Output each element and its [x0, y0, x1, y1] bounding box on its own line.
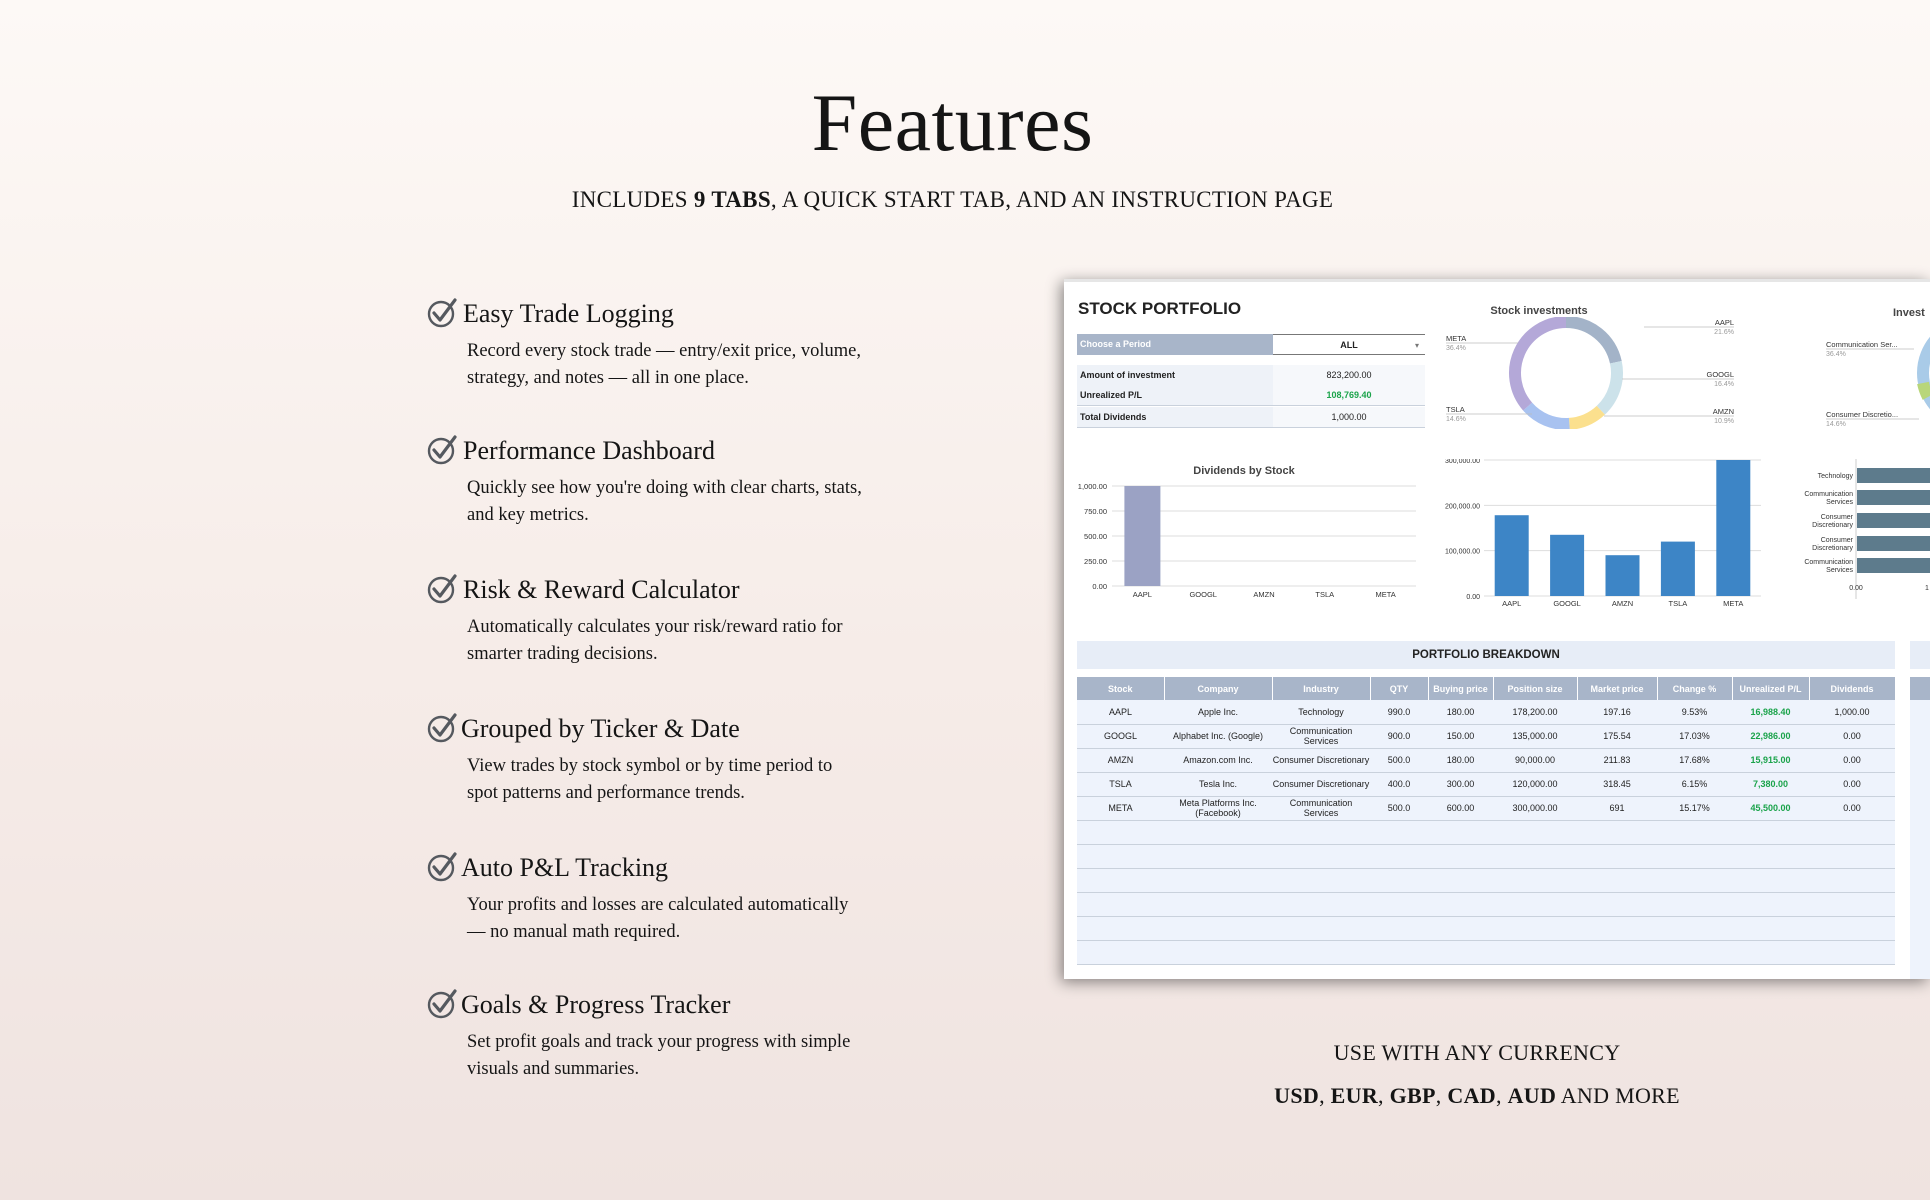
- table-edge: [1910, 700, 1930, 979]
- y-tick-label: Consumer: [1820, 537, 1853, 544]
- column-header: Change %: [1657, 677, 1732, 700]
- slice-label: TSLA: [1446, 405, 1465, 414]
- subtitle-text-end: , A QUICK START TAB, AND AN INSTRUCTION PAGE: [770, 187, 1334, 212]
- table-cell: Communication Services: [1272, 724, 1370, 748]
- table-cell: Apple Inc.: [1164, 700, 1272, 724]
- industry-bar-chart: [1784, 459, 1930, 609]
- empty-row: [1077, 820, 1895, 844]
- empty-row: [1077, 844, 1895, 868]
- x-tick-label: 1: [1925, 585, 1929, 592]
- x-tick-label: AMZN: [1611, 599, 1634, 608]
- table-row: [1077, 772, 1895, 796]
- table-cell: [1577, 844, 1657, 868]
- empty-row: [1077, 868, 1895, 892]
- donut-slice-tsla: [1528, 407, 1570, 424]
- bar-amzn: [1606, 555, 1640, 596]
- table-cell: [1577, 868, 1657, 892]
- feature-title: Goals & Progress Tracker: [461, 990, 731, 1019]
- table-cell: [1428, 868, 1493, 892]
- table-cell: 178,200.00: [1493, 700, 1577, 724]
- y-tick-label: 200,000.00: [1444, 503, 1480, 511]
- slice-percent: 36.4%: [1446, 345, 1466, 352]
- currency-code: EUR: [1330, 1083, 1379, 1108]
- x-tick-label: TSLA: [1315, 590, 1335, 599]
- donut-slice-googl: [1601, 362, 1617, 410]
- table-cell: Consumer Discretionary: [1272, 748, 1370, 772]
- table-cell: [1077, 820, 1164, 844]
- y-tick-label: 300,000.00: [1444, 459, 1480, 465]
- currency-code: CAD: [1447, 1083, 1496, 1108]
- table-cell: [1370, 940, 1428, 964]
- slice-label: AMZN: [1712, 407, 1734, 416]
- y-tick-label: Discretionary: [1812, 522, 1853, 529]
- table-cell: [1809, 844, 1895, 868]
- stat-value: 1,000.00: [1273, 407, 1425, 428]
- table-cell: [1732, 940, 1809, 964]
- slice-percent: 14.6%: [1826, 421, 1846, 428]
- slice-label: AAPL: [1714, 318, 1734, 327]
- table-cell: 17.68%: [1657, 748, 1732, 772]
- checkmark-icon: [427, 573, 459, 605]
- currency-heading: USE WITH ANY CURRENCY: [1333, 1040, 1621, 1065]
- feature-item: [427, 851, 867, 946]
- table-cell: [1077, 868, 1164, 892]
- y-tick-label: Services: [1826, 499, 1853, 506]
- portfolio-table: [1077, 677, 1896, 965]
- separator: ,: [1378, 1083, 1390, 1108]
- feature-item: [427, 297, 867, 392]
- dividends-chart-title: Dividends by Stock: [1193, 465, 1295, 477]
- table-edge: [1910, 677, 1930, 700]
- empty-row: [1077, 916, 1895, 940]
- bar-googl: [1550, 535, 1584, 596]
- table-cell: 17.03%: [1657, 724, 1732, 748]
- checkmark-icon: [427, 988, 459, 1020]
- table-cell: [1732, 868, 1809, 892]
- column-header: Industry: [1272, 677, 1370, 700]
- period-selector[interactable]: [1077, 334, 1425, 355]
- column-header: Position size: [1493, 677, 1577, 700]
- slice-label: GOOGL: [1706, 370, 1734, 379]
- breakdown-title: PORTFOLIO BREAKDOWN: [1077, 641, 1895, 669]
- stat-row: [1077, 365, 1425, 386]
- checkmark-icon: [427, 297, 459, 329]
- column-header: Buying price: [1428, 677, 1493, 700]
- table-cell: 900.0: [1370, 724, 1428, 748]
- table-cell: [1370, 868, 1428, 892]
- table-cell: Consumer Discretionary: [1272, 772, 1370, 796]
- stat-value: 108,769.40: [1273, 385, 1425, 406]
- table-cell: 990.0: [1370, 700, 1428, 724]
- table-cell: [1164, 916, 1272, 940]
- table-cell: [1657, 940, 1732, 964]
- table-cell: [1164, 892, 1272, 916]
- column-header: QTY: [1370, 677, 1428, 700]
- currency-code: AUD: [1507, 1083, 1557, 1108]
- table-cell: 691: [1577, 796, 1657, 820]
- feature-description: View trades by stock symbol or by time period to spot patterns and performance trends.: [467, 756, 833, 803]
- table-cell: 6.15%: [1657, 772, 1732, 796]
- column-header: Stock: [1077, 677, 1164, 700]
- table-cell: [1577, 916, 1657, 940]
- y-tick-label: 0.00: [1092, 582, 1107, 591]
- table-cell: 400.0: [1370, 772, 1428, 796]
- table-cell: [1077, 940, 1164, 964]
- table-cell: 22,986.00: [1732, 724, 1809, 748]
- slice-label: Consumer Discretio...: [1826, 410, 1899, 419]
- donut-slice-aapl: [1566, 322, 1616, 362]
- table-cell: [1272, 892, 1370, 916]
- table-cell: [1577, 892, 1657, 916]
- table-cell: [1428, 844, 1493, 868]
- checkmark-icon: [427, 434, 459, 466]
- y-tick-label: Technology: [1817, 473, 1853, 480]
- table-cell: [1657, 892, 1732, 916]
- separator: ,: [1319, 1083, 1331, 1108]
- invest-chart-title: Invest: [1893, 307, 1925, 319]
- table-cell: 1,000.00: [1809, 700, 1895, 724]
- x-tick-label: AAPL: [1132, 590, 1152, 599]
- x-tick-label: META: [1723, 599, 1744, 608]
- y-tick-label: 0.00: [1466, 594, 1480, 601]
- table-cell: Technology: [1272, 700, 1370, 724]
- table-cell: [1493, 892, 1577, 916]
- feature-title: Risk & Reward Calculator: [463, 575, 740, 604]
- table-cell: [1657, 868, 1732, 892]
- x-tick-label: GOOGL: [1553, 599, 1581, 608]
- feature-description: Your profits and losses are calculated automatically — no manual math required.: [467, 895, 849, 942]
- y-tick-label: Communication: [1804, 559, 1853, 566]
- empty-row: [1077, 940, 1895, 964]
- page-subtitle: [0, 187, 1905, 213]
- table-cell: 197.16: [1577, 700, 1657, 724]
- table-cell: [1809, 820, 1895, 844]
- period-label: Choose a Period: [1077, 334, 1273, 355]
- table-cell: GOOGL: [1077, 724, 1164, 748]
- table-cell: [1493, 940, 1577, 964]
- industry-bar: [1857, 558, 1930, 573]
- column-header: Company: [1164, 677, 1272, 700]
- table-cell: [1493, 916, 1577, 940]
- donut-slice-meta: [1515, 322, 1566, 407]
- empty-row: [1077, 892, 1895, 916]
- table-cell: [1428, 820, 1493, 844]
- period-dropdown[interactable]: ALL ▾: [1273, 334, 1425, 355]
- currency-suffix: AND MORE: [1556, 1083, 1680, 1108]
- table-cell: [1732, 916, 1809, 940]
- investments-donut-chart: [1444, 317, 1744, 429]
- table-cell: 16,988.40: [1732, 700, 1809, 724]
- table-row: [1077, 796, 1895, 820]
- checkmark-icon: [427, 712, 459, 744]
- table-cell: AAPL: [1077, 700, 1164, 724]
- table-cell: [1370, 916, 1428, 940]
- feature-description: Quickly see how you're doing with clear charts, stats, and key metrics.: [467, 478, 862, 525]
- table-cell: [1272, 940, 1370, 964]
- donut-slice: [1923, 383, 1928, 397]
- table-cell: Amazon.com Inc.: [1164, 748, 1272, 772]
- table-cell: 7,380.00: [1732, 772, 1809, 796]
- table-cell: Tesla Inc.: [1164, 772, 1272, 796]
- stat-row: [1077, 385, 1425, 406]
- currency-code: USD: [1274, 1083, 1320, 1108]
- table-cell: [1809, 868, 1895, 892]
- feature-title: Grouped by Ticker & Date: [461, 714, 740, 743]
- y-tick-label: 250.00: [1084, 557, 1107, 566]
- table-cell: [1577, 940, 1657, 964]
- subtitle-emphasis: 9 TABS: [693, 187, 771, 212]
- table-cell: 300.00: [1428, 772, 1493, 796]
- bar-meta: [1716, 460, 1750, 596]
- table-cell: [1272, 916, 1370, 940]
- feature-description: Record every stock trade — entry/exit price, volume, strategy, and notes — all in one place.: [467, 341, 862, 388]
- table-cell: 120,000.00: [1493, 772, 1577, 796]
- breakdown-edge: [1910, 641, 1930, 669]
- industry-donut-chart: [1824, 317, 1930, 429]
- slice-percent: 36.4%: [1826, 351, 1846, 358]
- slice-label: META: [1446, 334, 1467, 343]
- spreadsheet-preview: [1064, 279, 1930, 979]
- currency-list: [1274, 1083, 1680, 1109]
- y-tick-label: Consumer: [1820, 514, 1853, 521]
- industry-bar: [1857, 490, 1930, 505]
- table-cell: [1493, 844, 1577, 868]
- y-tick-label: 100,000.00: [1444, 548, 1480, 556]
- stat-label: Unrealized P/L: [1077, 385, 1273, 406]
- x-tick-label: AMZN: [1253, 590, 1275, 599]
- table-cell: [1164, 940, 1272, 964]
- table-cell: Alphabet Inc. (Google): [1164, 724, 1272, 748]
- stat-label: Total Dividends: [1077, 407, 1273, 428]
- feature-title: Performance Dashboard: [463, 436, 715, 465]
- table-cell: 45,500.00: [1732, 796, 1809, 820]
- currency-code: GBP: [1389, 1083, 1436, 1108]
- slice-percent: 14.6%: [1446, 416, 1466, 423]
- table-cell: [1657, 844, 1732, 868]
- stat-label: Amount of investment: [1077, 365, 1273, 386]
- x-tick-label: AAPL: [1502, 599, 1522, 608]
- table-cell: [1272, 844, 1370, 868]
- table-cell: 500.0: [1370, 796, 1428, 820]
- table-row: [1077, 724, 1895, 748]
- slice-label: Communication Ser...: [1826, 340, 1898, 349]
- table-cell: Meta Platforms Inc. (Facebook): [1164, 796, 1272, 820]
- table-cell: [1164, 868, 1272, 892]
- feature-title: Auto P&L Tracking: [461, 853, 669, 882]
- feature-item: [427, 988, 867, 1083]
- column-header: Unrealized P/L: [1732, 677, 1809, 700]
- table-cell: [1164, 844, 1272, 868]
- table-cell: [1493, 868, 1577, 892]
- table-cell: 180.00: [1428, 700, 1493, 724]
- x-tick-label: 0.00: [1849, 585, 1863, 592]
- table-cell: 300,000.00: [1493, 796, 1577, 820]
- table-cell: 15,915.00: [1732, 748, 1809, 772]
- table-cell: 0.00: [1809, 796, 1895, 820]
- y-tick-label: 500.00: [1084, 532, 1107, 541]
- table-cell: Communication Services: [1272, 796, 1370, 820]
- table-cell: 175.54: [1577, 724, 1657, 748]
- bar-tsla: [1661, 542, 1695, 596]
- table-cell: [1272, 820, 1370, 844]
- y-tick-label: Services: [1826, 567, 1853, 574]
- table-cell: [1809, 940, 1895, 964]
- table-cell: 150.00: [1428, 724, 1493, 748]
- table-cell: 0.00: [1809, 772, 1895, 796]
- checkmark-icon: [427, 851, 459, 883]
- table-cell: 318.45: [1577, 772, 1657, 796]
- table-cell: [1164, 820, 1272, 844]
- table-cell: [1732, 844, 1809, 868]
- column-header: Market price: [1577, 677, 1657, 700]
- y-tick-label: Communication: [1804, 491, 1853, 498]
- subtitle-text: INCLUDES: [571, 187, 694, 212]
- feature-title: Easy Trade Logging: [463, 299, 674, 328]
- table-cell: 135,000.00: [1493, 724, 1577, 748]
- x-tick-label: META: [1375, 590, 1396, 599]
- investments-chart-title: Stock investments: [1490, 305, 1588, 317]
- table-cell: 500.0: [1370, 748, 1428, 772]
- table-cell: [1428, 916, 1493, 940]
- table-cell: [1370, 892, 1428, 916]
- table-cell: [1077, 844, 1164, 868]
- table-cell: [1370, 844, 1428, 868]
- industry-bar: [1857, 513, 1930, 528]
- slice-percent: 10.9%: [1714, 418, 1734, 425]
- table-cell: 0.00: [1809, 748, 1895, 772]
- table-cell: AMZN: [1077, 748, 1164, 772]
- feature-item: [427, 573, 867, 668]
- sheet-title: STOCK PORTFOLIO: [1078, 299, 1242, 318]
- table-cell: [1370, 820, 1428, 844]
- industry-bar: [1857, 468, 1930, 483]
- table-cell: [1493, 820, 1577, 844]
- table-cell: META: [1077, 796, 1164, 820]
- position-size-chart: [1426, 459, 1771, 609]
- donut-ring: [1923, 322, 1930, 424]
- stat-value: 823,200.00: [1273, 365, 1425, 386]
- table-row: [1077, 748, 1895, 772]
- table-cell: [1272, 868, 1370, 892]
- table-cell: [1428, 892, 1493, 916]
- x-tick-label: GOOGL: [1189, 590, 1217, 599]
- feature-item: [427, 434, 867, 529]
- column-header: Dividends: [1809, 677, 1895, 700]
- table-cell: [1657, 820, 1732, 844]
- table-cell: [1077, 916, 1164, 940]
- table-cell: 90,000.00: [1493, 748, 1577, 772]
- table-cell: [1809, 916, 1895, 940]
- dividends-chart: [1064, 475, 1426, 605]
- table-cell: TSLA: [1077, 772, 1164, 796]
- table-cell: [1657, 916, 1732, 940]
- bar-aapl: [1495, 515, 1529, 596]
- table-cell: [1809, 892, 1895, 916]
- table-cell: [1732, 892, 1809, 916]
- table-cell: 9.53%: [1657, 700, 1732, 724]
- x-tick-label: TSLA: [1668, 599, 1688, 608]
- separator: ,: [1435, 1083, 1448, 1108]
- industry-bar: [1857, 536, 1930, 551]
- y-tick-label: Discretionary: [1812, 545, 1853, 552]
- table-cell: [1428, 940, 1493, 964]
- table-cell: 600.00: [1428, 796, 1493, 820]
- table-cell: 211.83: [1577, 748, 1657, 772]
- table-cell: 15.17%: [1657, 796, 1732, 820]
- sheet-gridline: [1064, 279, 1930, 282]
- table-row: [1077, 700, 1895, 724]
- table-cell: 0.00: [1809, 724, 1895, 748]
- table-cell: [1732, 820, 1809, 844]
- slice-percent: 21.6%: [1714, 329, 1734, 336]
- page-title: Features: [811, 77, 1094, 168]
- feature-item: [427, 712, 867, 807]
- y-tick-label: 1,000.00: [1077, 482, 1107, 491]
- donut-slice-amzn: [1569, 410, 1600, 424]
- table-cell: 180.00: [1428, 748, 1493, 772]
- feature-description: Automatically calculates your risk/reward ratio for smarter trading decisions.: [467, 617, 843, 664]
- feature-description: Set profit goals and track your progress with simple visuals and summaries.: [467, 1032, 851, 1079]
- stat-row: [1077, 407, 1425, 428]
- bar-aapl: [1124, 486, 1160, 586]
- table-cell: [1077, 892, 1164, 916]
- table-cell: [1577, 820, 1657, 844]
- slice-percent: 16.4%: [1714, 381, 1734, 388]
- y-tick-label: 750.00: [1084, 507, 1107, 516]
- separator: ,: [1495, 1083, 1508, 1108]
